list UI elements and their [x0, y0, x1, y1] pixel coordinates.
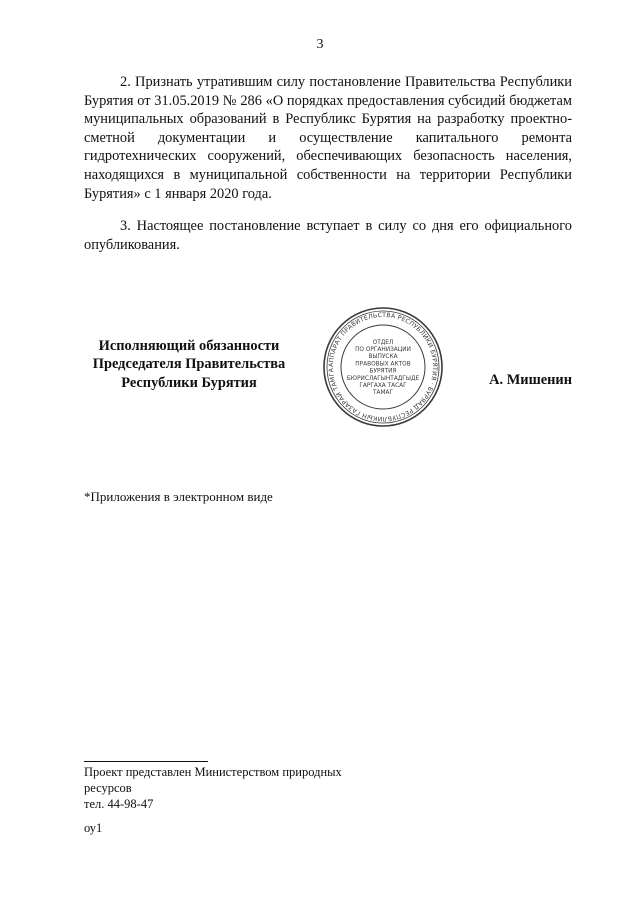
footer-project-line-2: ресурсов	[84, 781, 132, 795]
signatory-name: А. Мишенин	[489, 372, 572, 388]
footer-divider	[84, 761, 208, 762]
seal-center-text: ТАМАГ	[372, 390, 394, 397]
seal-center-text: ПРАВОВЫХ АКТОВ	[355, 361, 411, 368]
footer-phone: тел. 44-98-47	[84, 797, 154, 811]
official-seal-stamp	[322, 306, 444, 428]
seal-center-text: БУРЯТИЯ	[369, 368, 397, 375]
footer	[84, 764, 342, 836]
svg-text:АППАРАТ ПРАВИТЕЛЬСТВА РЕСПУБЛИ: АППАРАТ ПРАВИТЕЛЬСТВА РЕСПУБЛИКИ БУРЯТИЯ · БУРЯАД РЕСПУБЛИКЫН ГАЗАРАЙ ТАМГА	[327, 311, 439, 423]
footer-code: оу1	[84, 821, 103, 835]
seal-center-text: ГАРГАХА ТАСАГ	[359, 383, 407, 389]
paragraph-3: 3. Настоящее постановление вступает в силу со дня его официального опубликования.	[84, 218, 572, 253]
footer-project-line-1: Проект представлен Министерством природных	[84, 765, 342, 779]
signatory-title-line-3: Республики Бурятия	[121, 374, 257, 391]
seal-center-text: БЮРИСЛАГЫНТАДГЫДЕ	[346, 375, 420, 382]
paragraph-2: 2. Признать утратившим силу постановление Правительства Республики Бурятия от 31.05.2019 № 286 «О порядках предоставления субсидий бюджетам муниципальных образований в Республикс Бурятия на разработку проектно-сметной документации и осуществление капитального ремонта гидротехнических сооружений, обеспечивающих безопасность населения, находящихся в муниципальной собственности на территории Республики Бурятия» с 1 января 2020 года.	[84, 74, 572, 202]
signatory-title-line-1: Исполняющий обязанности	[98, 338, 280, 354]
attachments-note: *Приложения в электронном виде	[84, 489, 273, 504]
seal-center-text: ВЫПУСКА	[368, 354, 398, 361]
signatory-title	[84, 337, 294, 392]
page-number: 3	[316, 37, 324, 52]
signatory-title-line-2: Председателя Правительства	[92, 356, 286, 373]
seal-center-text: ПО ОРГАНИЗАЦИИ	[355, 347, 411, 353]
seal-center-text: ОТДЕЛ	[372, 339, 394, 346]
